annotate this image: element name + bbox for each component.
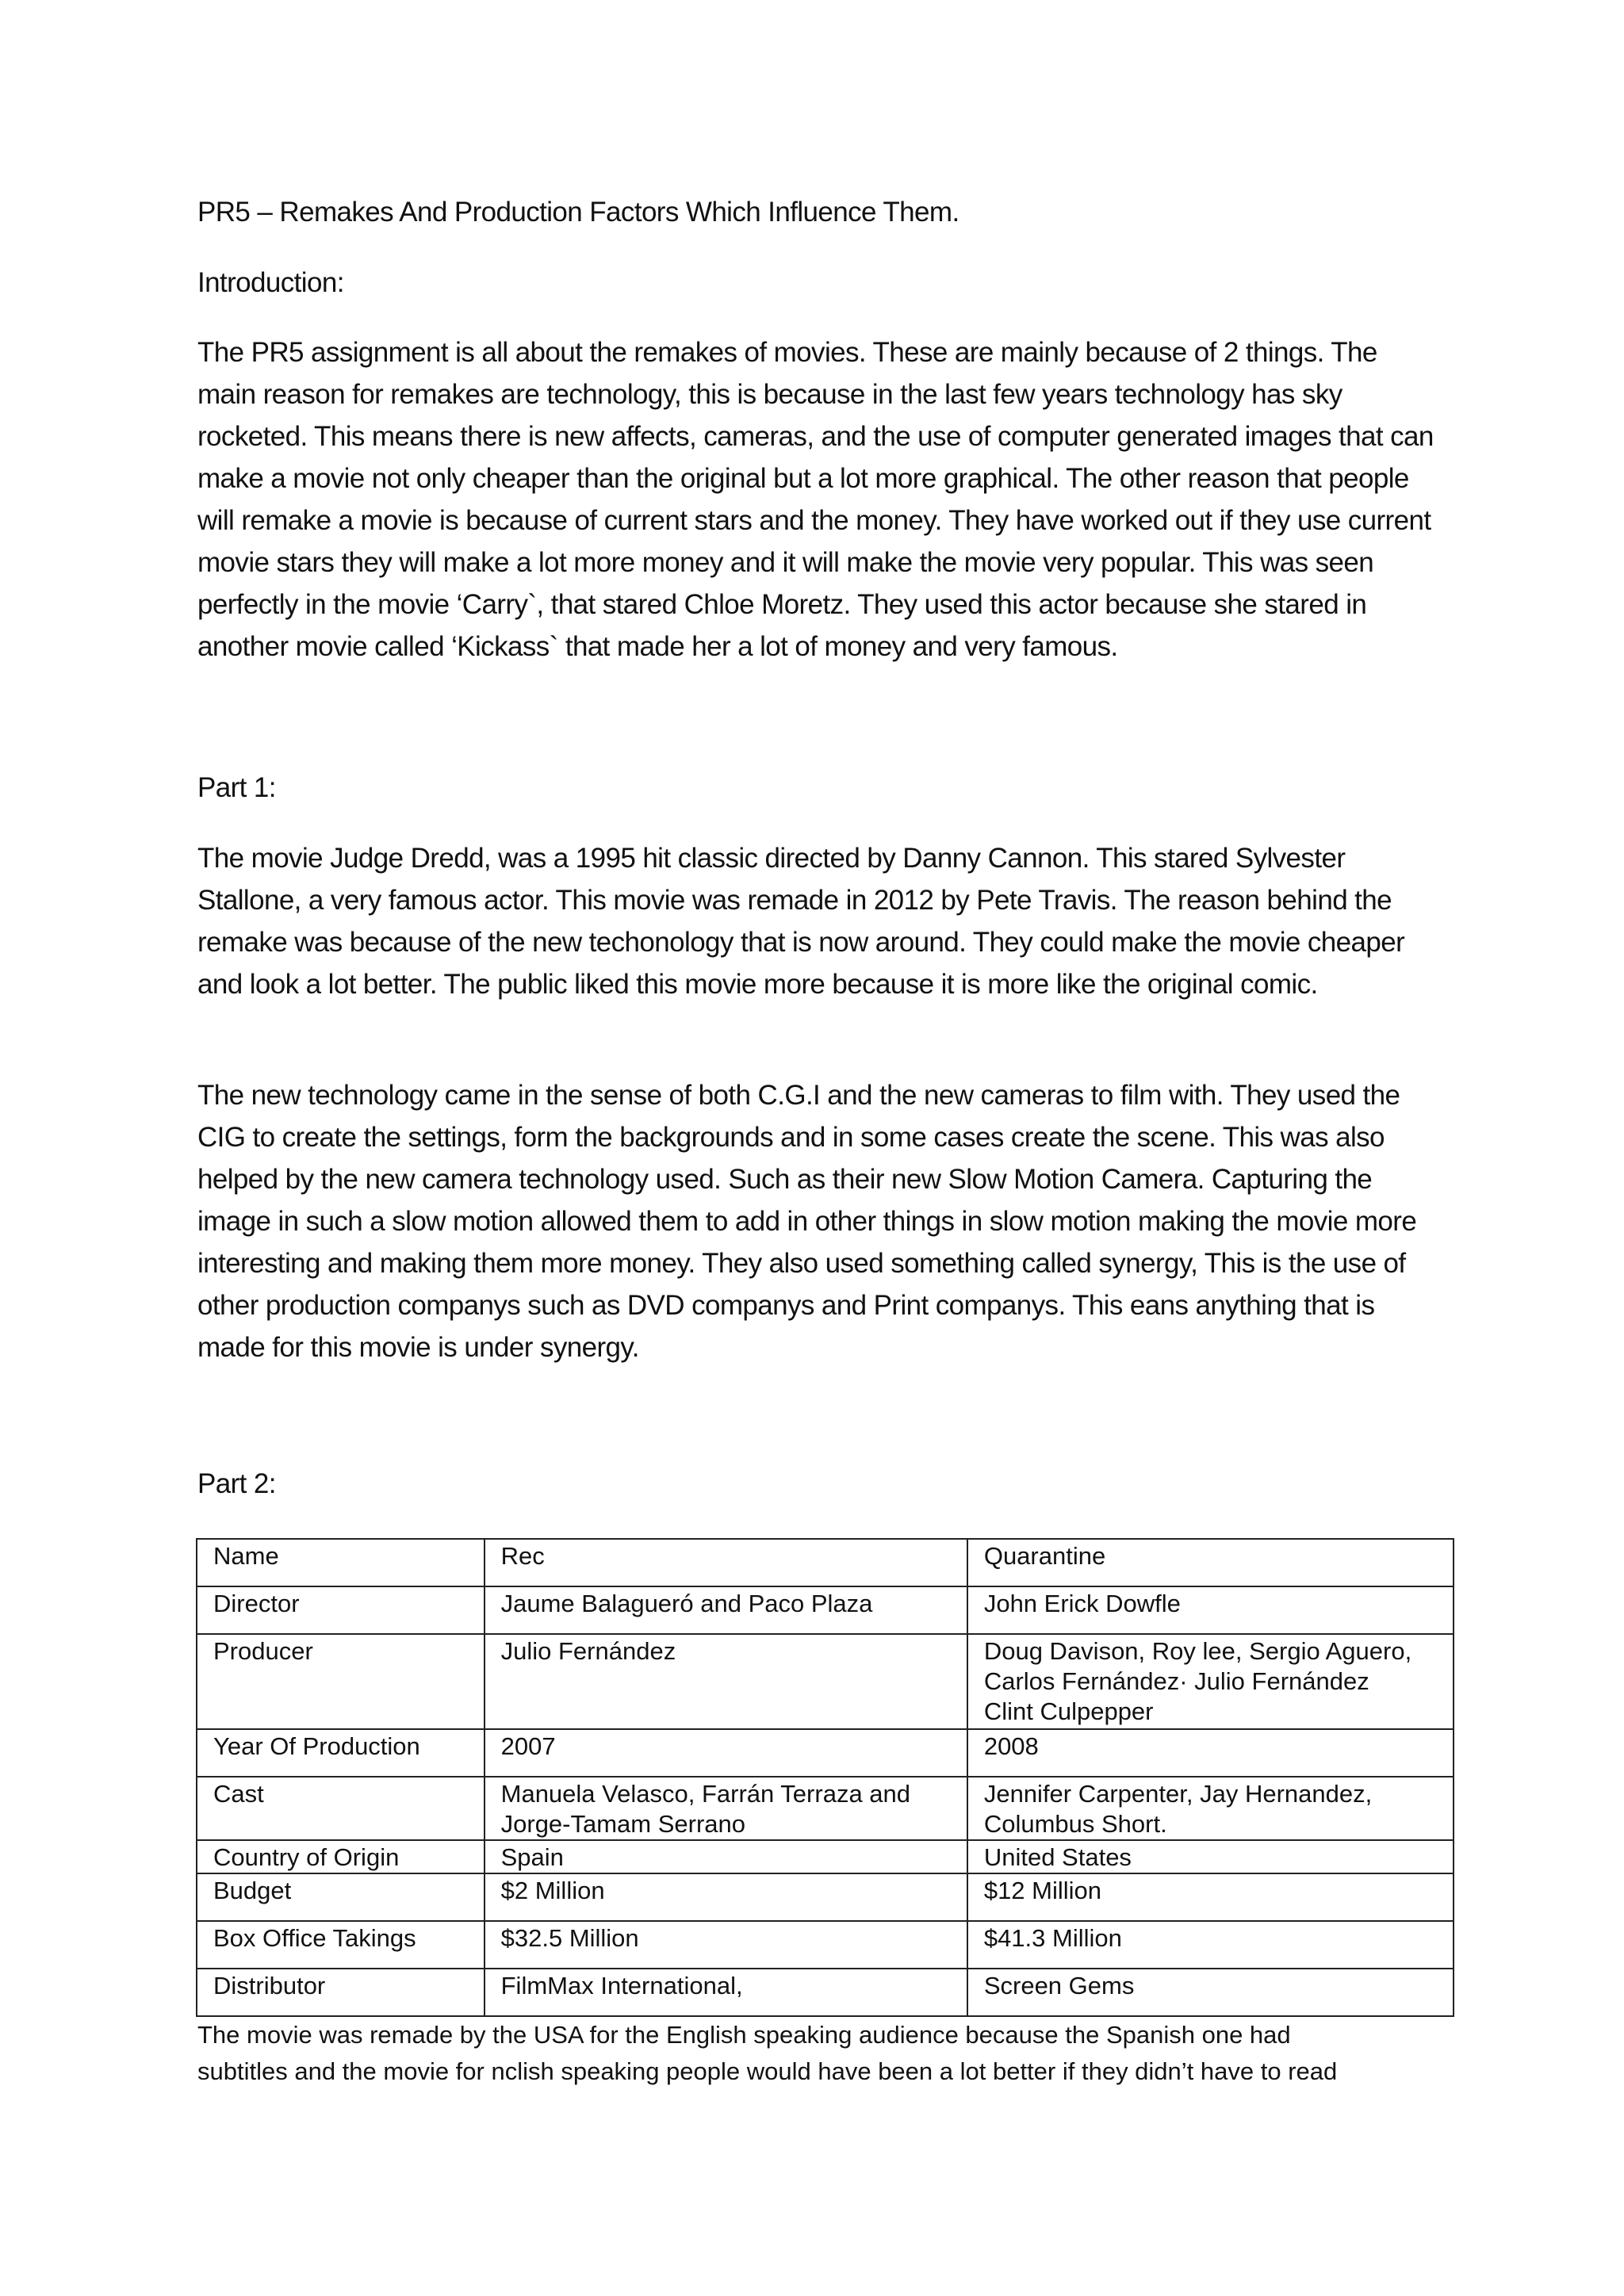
row-label: Distributor [197,1969,485,2016]
row-label: Year Of Production [197,1729,485,1777]
quarantine-cell: United States [967,1840,1454,1873]
rec-cell: Rec [485,1539,967,1586]
row-label: Box Office Takings [197,1921,485,1969]
cell-line: Carlos Fernández· Julio Fernández [983,1667,1369,1695]
rec-cell: $2 Million [485,1873,967,1921]
quarantine-cell: 2008 [967,1729,1454,1777]
cell-line: Jennifer Carpenter, Jay Hernandez, [983,1780,1373,1808]
rec-cell: 2007 [485,1729,967,1777]
comparison-table [196,1538,1454,2017]
cell-line: Clint Culpepper [983,1697,1154,1725]
quarantine-cell: $12 Million [967,1873,1454,1921]
remake-note-line-1: The movie was remade by the USA for the English speaking audience because the Spanish one had [197,2017,1359,2053]
rec-cell: Spain [485,1840,967,1873]
table-row [197,1873,1454,1921]
rec-cell: $32.5 Million [485,1921,967,1969]
quarantine-cell: John Erick Dowfle [967,1586,1454,1634]
remake-note-line-2: subtitles and the movie for nclish speaking people would have been a lot better if they didn’t have to read [197,2053,1466,2090]
introduction-heading: Introduction: [197,267,344,298]
table-row [197,1777,1454,1840]
part1-paragraph-2: The new technology came in the sense of both C.G.I and the new cameras to film with. They used the CIG to create the settings, form the backgrounds and in some cases create the scene. This was also helped by the new camera technology used. Such as their new Slow Motion Camera. Capturing the image in such a slow motion allowed them to add in other things in slow motion making the movie more interesting and making them more money. They also used something called synergy, This is the use of other production companys such as DVD companys and Print companys. This eans anything that is made for this movie is under synergy. [197,1080,1417,1363]
quarantine-cell: Quarantine [967,1539,1454,1586]
cell-line: Jorge-Tamam Serrano [500,1810,746,1838]
rec-cell: FilmMax International, [485,1969,967,2016]
table-row [197,1586,1454,1634]
quarantine-cell: $41.3 Million [967,1921,1454,1969]
row-label: Director [197,1586,485,1634]
cell-line: Manuela Velasco, Farrán Terraza and [500,1780,911,1808]
row-label: Budget [197,1873,485,1921]
row-label: Country of Origin [197,1840,485,1873]
row-label: Name [197,1539,485,1586]
part2-heading: Part 2: [197,1468,276,1499]
introduction-paragraph: The PR5 assignment is all about the remakes of movies. These are mainly because of 2 things. The main reason for remakes are technology, this is because in the last few years technology has sky rocketed. This means there is new affects, cameras, and the use of computer generated images that can make a movie not only cheaper than the original but a lot more graphical. The other reason that people will remake a movie is because of current stars and the money. They have worked out if they use current movie stars they will make a lot more money and it will make the movie very popular. This was seen perfectly in the movie ‘Carry`, that stared Chloe Moretz. They used this actor because she stared in another movie called ‘Kickass` that made her a lot of money and very famous. [197,337,1434,662]
table-row [197,1539,1454,1586]
part1-paragraph-1: The movie Judge Dredd, was a 1995 hit classic directed by Danny Cannon. This stared Sylvester Stallone, a very famous actor. This movie was remade in 2012 by Pete Travis. The reason behind the remake was because of the new techonology that is now around. They could make the movie cheaper and look a lot better. The public liked this movie more because it is more like the original comic. [197,843,1405,1000]
cell-line: Columbus Short. [983,1810,1167,1838]
quarantine-cell [967,1634,1454,1729]
rec-cell: Jaume Balagueró and Paco Plaza [485,1586,967,1634]
row-label: Producer [197,1634,485,1729]
cell-line: Doug Davison, Roy lee, Sergio Aguero, [983,1637,1412,1665]
row-label: Cast [197,1777,485,1840]
rec-cell: Julio Fernández [485,1634,967,1729]
table-row [197,1634,1454,1729]
quarantine-cell: Screen Gems [967,1969,1454,2016]
table-row [197,1969,1454,2016]
quarantine-cell [967,1777,1454,1840]
rec-cell [485,1777,967,1840]
document-title: PR5 – Remakes And Production Factors Which Influence Them. [197,197,959,228]
table-row [197,1840,1454,1873]
part1-heading: Part 1: [197,772,276,803]
table-row [197,1921,1454,1969]
table-row [197,1729,1454,1777]
